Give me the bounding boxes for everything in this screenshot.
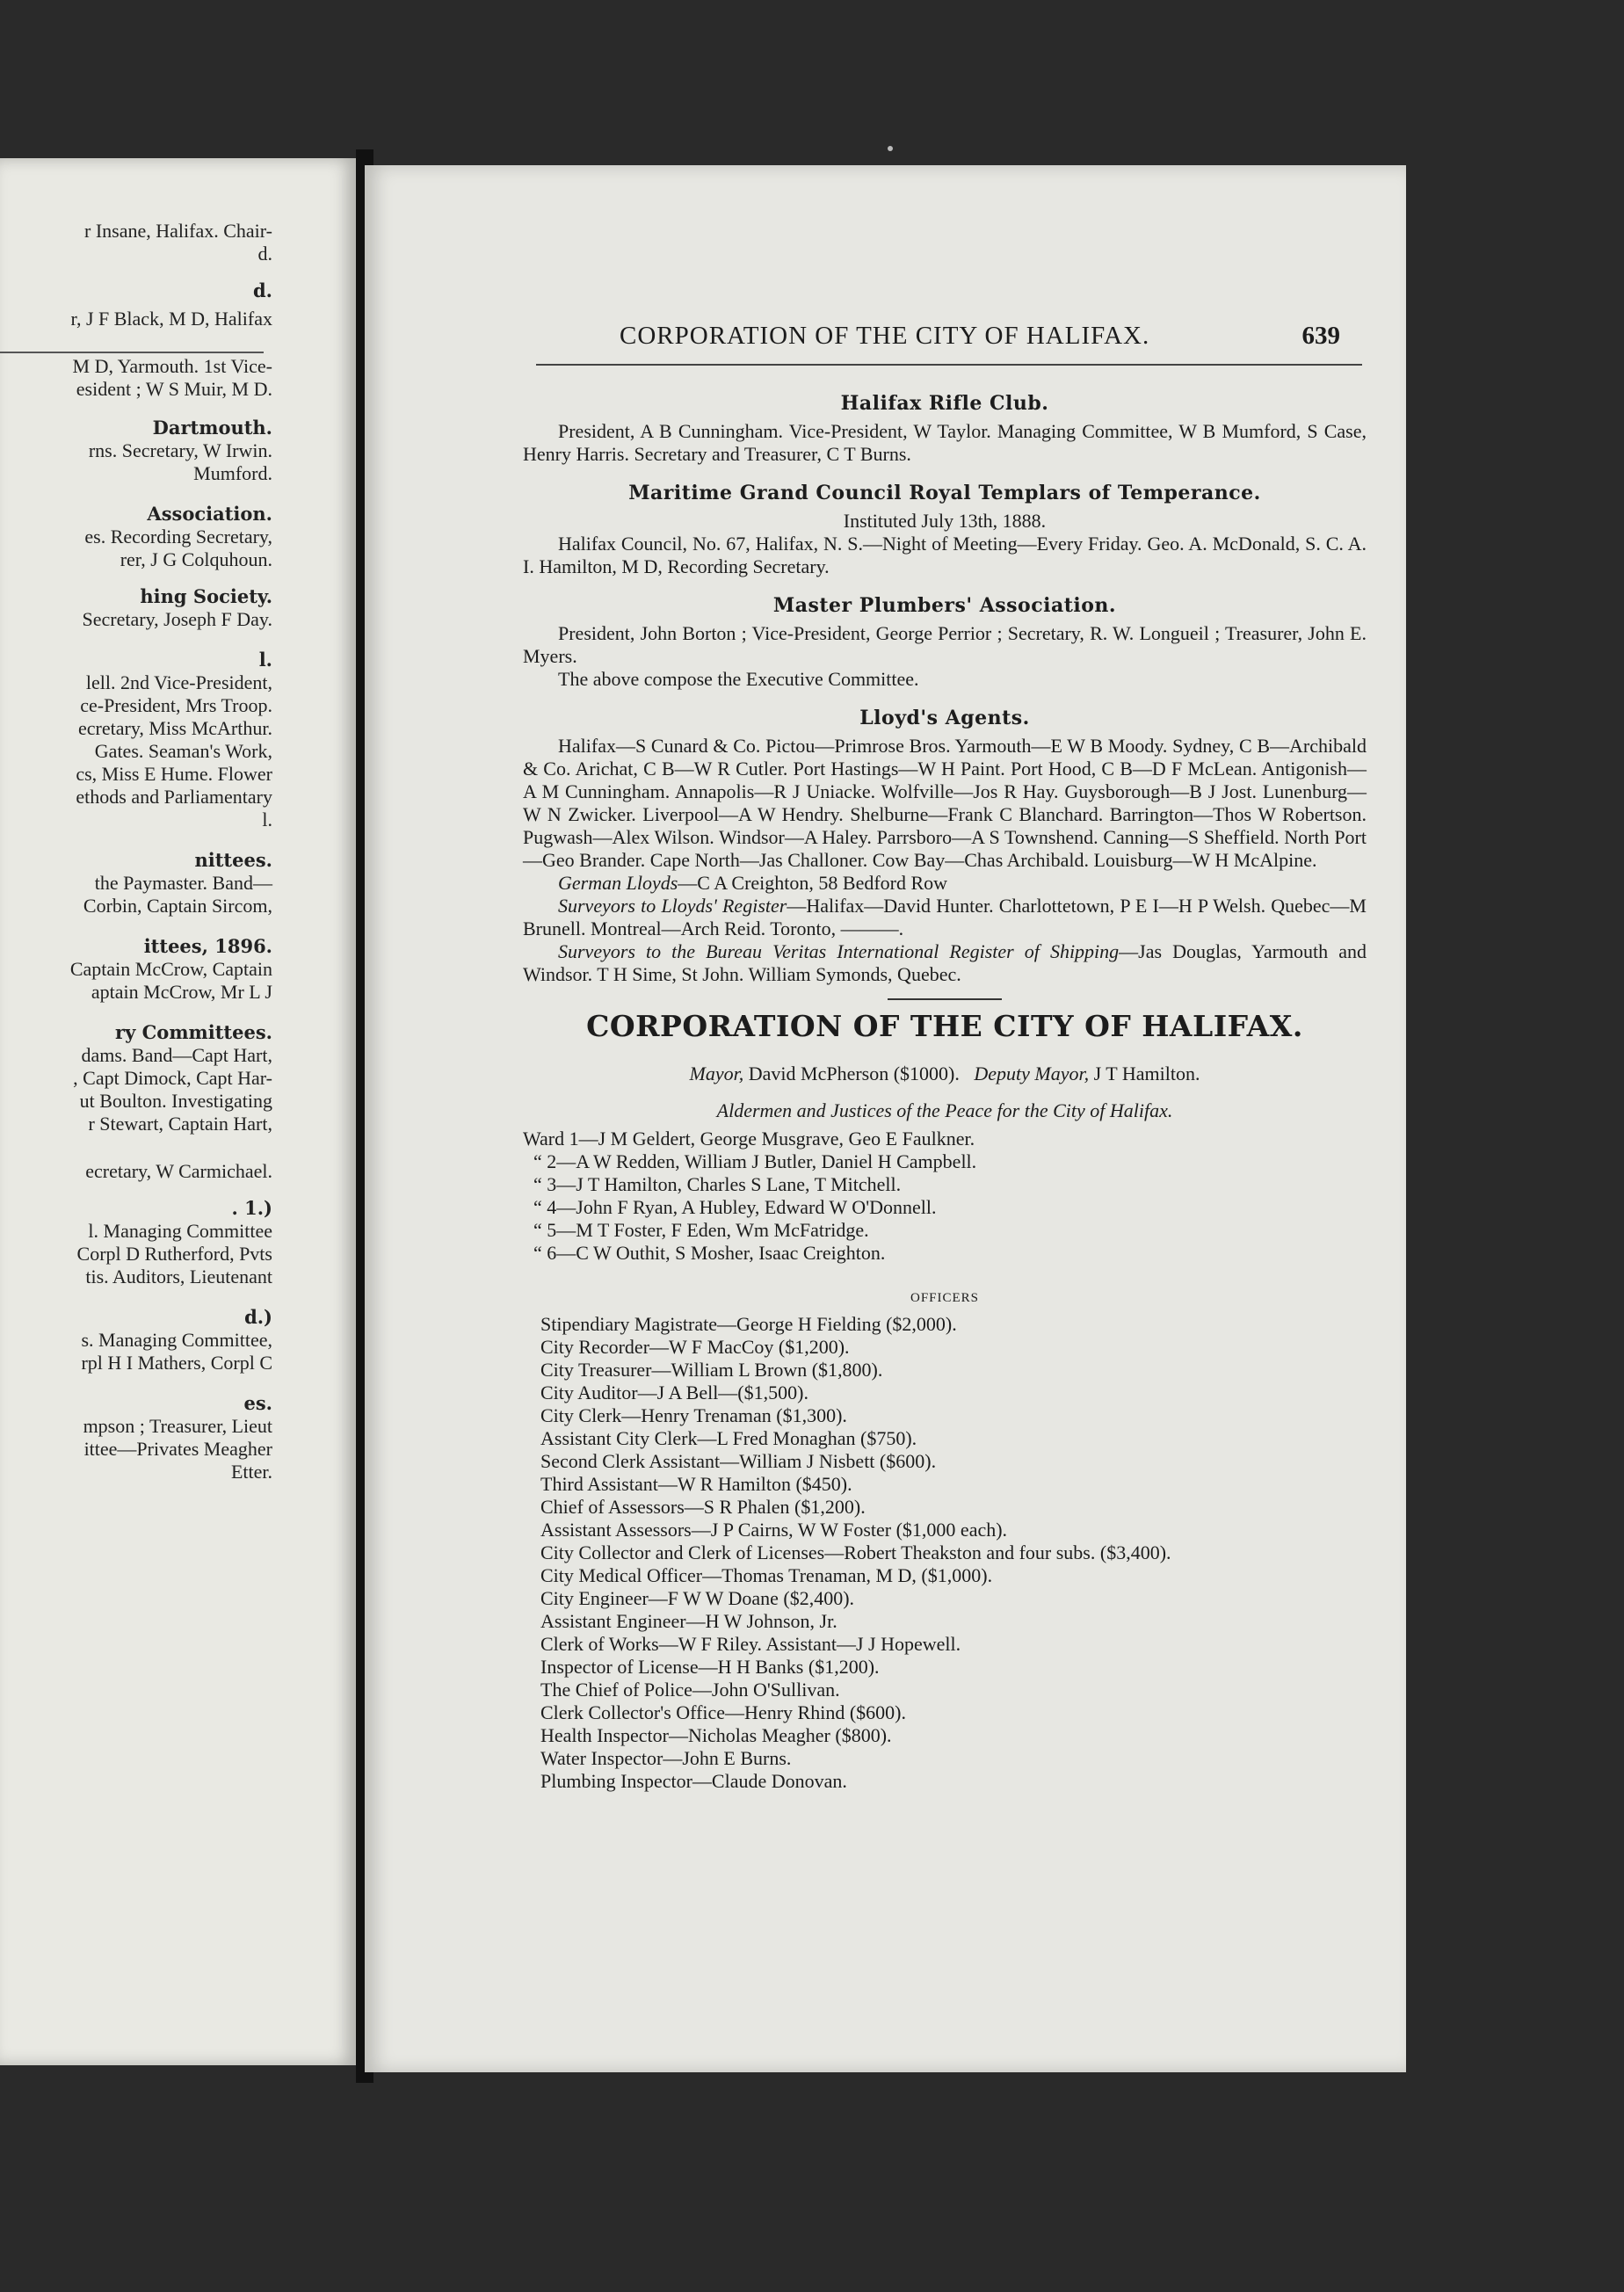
ward-list xyxy=(523,1128,1367,1265)
left-page-line: esident ; W S Muir, M D. xyxy=(76,378,272,400)
lloyds-german xyxy=(523,872,1367,895)
section-title-templars: Maritime Grand Council Royal Templars of Temperance. xyxy=(628,482,1261,504)
officer-entry: Inspector of License—H H Banks ($1,200). xyxy=(540,1656,880,1678)
left-page-line: ce-President, Mrs Troop. xyxy=(80,694,272,716)
left-page-line: l. xyxy=(262,809,272,830)
lloyds-bureau-label: Surveyors to the Bureau Veritas International Register of Shipping xyxy=(558,940,1120,962)
left-page-heading: es. xyxy=(243,1392,272,1414)
page-speck xyxy=(888,146,893,151)
ward-entry: “ 2—A W Redden, William J Butler, Daniel H Campbell. xyxy=(533,1150,977,1172)
lloyds-surveyors-label: Surveyors to Lloyds' Register xyxy=(558,895,787,917)
officer-entry: Third Assistant—W R Hamilton ($450). xyxy=(540,1473,852,1495)
mayor-label: Mayor, xyxy=(689,1063,744,1084)
left-page-line: dams. Band—Capt Hart, xyxy=(81,1044,272,1066)
left-page-line: es. Recording Secretary, xyxy=(84,526,272,548)
section-title-plumbers: Master Plumbers' Association. xyxy=(772,594,1117,617)
officer-entry: Clerk Collector's Office—Henry Rhind ($600). xyxy=(540,1701,906,1723)
lloyds-surveyors-text: —Halifax—David Hunter. Charlottetown, P E I—H P Welsh. Quebec—M Brunell. Montreal—Arch Reid. Toronto, ———. xyxy=(523,895,1367,939)
lloyds-bureau xyxy=(523,940,1367,986)
section-divider xyxy=(888,998,1002,1000)
left-page-line: rer, J G Colquhoun. xyxy=(120,548,272,570)
running-header xyxy=(497,322,1340,357)
left-page-line: d. xyxy=(257,243,272,265)
lloyds-german-label: German Lloyds xyxy=(558,872,678,894)
left-page-heading: l. xyxy=(258,649,272,671)
plumbers-note: The above compose the Executive Committee. xyxy=(558,668,919,690)
officer-entry: City Clerk—Henry Trenaman ($1,300). xyxy=(540,1404,847,1426)
officer-entry: City Auditor—J A Bell—($1,500). xyxy=(540,1382,808,1403)
left-page-line: , Capt Dimock, Capt Har- xyxy=(73,1067,272,1089)
left-page-line: r Stewart, Captain Hart, xyxy=(88,1113,272,1135)
ward-entry: Ward 1—J M Geldert, George Musgrave, Geo E Faulkner. xyxy=(523,1128,975,1150)
left-page-line: the Paymaster. Band— xyxy=(94,872,272,894)
officer-entry: Assistant Assessors—J P Cairns, W W Foster ($1,000 each). xyxy=(540,1519,1008,1541)
officer-entry: Clerk of Works—W F Riley. Assistant—J J Hopewell. xyxy=(540,1633,961,1655)
left-page-heading: d.) xyxy=(244,1306,272,1328)
section-text-plumbers: President, John Borton ; Vice-President, George Perrior ; Secretary, R. W. Longueil ; Treasurer, John E. Myers. xyxy=(523,622,1367,667)
ward-entry: “ 4—John F Ryan, A Hubley, Edward W O'Donnell. xyxy=(533,1196,937,1218)
left-page-line: ittee—Privates Meagher xyxy=(83,1438,272,1460)
section-text-rifle-club: President, A B Cunningham. Vice-President, W Taylor. Managing Committee, W B Mumford, S Case, Henry Harris. Secretary and Treasurer, C T Burns. xyxy=(523,420,1367,465)
section-title-lloyds: Lloyd's Agents. xyxy=(859,707,1030,729)
left-page-line: Secretary, Joseph F Day. xyxy=(82,608,272,630)
lloyds-surveyors xyxy=(523,895,1367,940)
left-page-line: Corbin, Captain Sircom, xyxy=(83,895,272,917)
ward-entry: “ 5—M T Foster, F Eden, Wm McFatridge. xyxy=(533,1219,869,1241)
left-page-line: ecretary, W Carmichael. xyxy=(85,1160,272,1182)
officer-entry: Assistant City Clerk—L Fred Monaghan ($750). xyxy=(540,1427,917,1449)
officers-list xyxy=(523,1313,1367,1793)
left-page-line: tis. Auditors, Lieutenant xyxy=(85,1266,272,1287)
section-text-lloyds: Halifax—S Cunard & Co. Pictou—Primrose Bros. Yarmouth—E W B Moody. Sydney, C B—Archibald & Co. Arichat, C B—W R Cutler. Port Hastings—W H Paint. Port Hood, C B—D F McLean. Antigonish—A M Cunningham. Annapolis—R J Uniacke. Wolfville—Jos R Hay. Guysborough—B J Jost. Lunenburg—W N Zwicker. Liverpool—A W Hendry. Shelburne—Frank C Blanchard. Barrington—Thos W Robertson. Pugwash—Alex Wilson. Windsor—A Haley. Parrsboro—A S Townshend. Canning—S Sheffield. North Port—Geo Brander. Cape North—Jas Challoner. Cow Bay—Chas Archibald. Louisburg—W H McAlpine. xyxy=(523,735,1367,871)
left-page-line: M D, Yarmouth. 1st Vice- xyxy=(72,355,272,377)
right-page xyxy=(365,165,1406,2072)
lloyds-german-text: —C A Creighton, 58 Bedford Row xyxy=(678,872,948,894)
left-page-line: l. Managing Committee xyxy=(88,1220,272,1242)
left-page-heading: Dartmouth. xyxy=(152,417,272,439)
ward-entry: “ 3—J T Hamilton, Charles S Lane, T Mitchell. xyxy=(533,1173,902,1195)
ward-entry: “ 6—C W Outhit, S Mosher, Isaac Creighton. xyxy=(533,1242,886,1264)
section-title-rifle-club: Halifax Rifle Club. xyxy=(840,392,1049,415)
officer-entry: City Engineer—F W W Doane ($2,400). xyxy=(540,1587,855,1609)
lloyds-bureau-text: —Jas Douglas, Yarmouth and Windsor. T H Sime, St John. William Symonds, Quebec. xyxy=(523,940,1367,985)
left-page-rule xyxy=(0,352,264,353)
officer-entry: Stipendiary Magistrate—George H Fielding ($2,000). xyxy=(540,1313,957,1335)
left-page-line: ecretary, Miss McArthur. xyxy=(78,717,272,739)
left-page-line: aptain McCrow, Mr L J xyxy=(91,981,272,1003)
officers-heading: OFFICERS xyxy=(910,1291,980,1305)
left-page-heading: nittees. xyxy=(194,849,272,871)
officer-entry: City Medical Officer—Thomas Trenaman, M D, ($1,000). xyxy=(540,1564,993,1586)
officer-entry: Health Inspector—Nicholas Meagher ($800). xyxy=(540,1724,892,1746)
mayor-line xyxy=(523,1063,1367,1085)
left-page-line: cs, Miss E Hume. Flower xyxy=(76,763,272,785)
officer-entry: Second Clerk Assistant—William J Nisbett ($600). xyxy=(540,1450,937,1472)
templars-instituted: Instituted July 13th, 1888. xyxy=(843,510,1047,532)
officer-entry: City Collector and Clerk of Licenses—Robert Theakston and four subs. ($3,400). xyxy=(540,1541,1171,1563)
page-content xyxy=(523,376,1367,1793)
aldermen-title: Aldermen and Justices of the Peace for the City of Halifax. xyxy=(716,1099,1173,1121)
left-page-line: Mumford. xyxy=(193,462,272,484)
left-page-line: ethods and Parliamentary xyxy=(76,786,272,808)
left-page-line: r, J F Black, M D, Halifax xyxy=(70,308,272,330)
left-page-line: r Insane, Halifax. Chair- xyxy=(84,220,272,242)
officer-entry: Plumbing Inspector—Claude Donovan. xyxy=(540,1770,847,1792)
page-number: 639 xyxy=(1301,322,1340,350)
left-page-line: ut Boulton. Investigating xyxy=(79,1090,272,1112)
officer-entry: City Recorder—W F MacCoy ($1,200). xyxy=(540,1336,850,1358)
mayor-text: David McPherson ($1000). xyxy=(748,1063,960,1084)
left-page-heading: d. xyxy=(253,279,272,301)
left-page-heading: . 1.) xyxy=(231,1197,272,1219)
officer-entry: Water Inspector—John E Burns. xyxy=(540,1747,792,1769)
left-page-heading: ry Committees. xyxy=(115,1021,272,1043)
officer-entry: Assistant Engineer—H W Johnson, Jr. xyxy=(540,1610,837,1632)
left-page-heading: ittees, 1896. xyxy=(143,935,272,957)
left-page-line: mpson ; Treasurer, Lieut xyxy=(83,1415,272,1437)
left-page-line: Captain McCrow, Captain xyxy=(69,958,272,980)
left-page-line: Etter. xyxy=(230,1461,272,1483)
running-header-title: CORPORATION OF THE CITY OF HALIFAX. xyxy=(620,322,1150,350)
left-page-heading: hing Society. xyxy=(140,585,272,607)
corporation-title: CORPORATION OF THE CITY OF HALIFAX. xyxy=(586,1009,1303,1043)
left-page-line: lell. 2nd Vice-President, xyxy=(85,671,272,693)
left-page xyxy=(0,158,356,2065)
left-page-line: rns. Secretary, W Irwin. xyxy=(88,439,272,461)
officer-entry: City Treasurer—William L Brown ($1,800). xyxy=(540,1359,883,1381)
left-page-heading: Association. xyxy=(147,503,272,525)
officer-entry: The Chief of Police—John O'Sullivan. xyxy=(540,1679,840,1701)
left-page-line: Corpl D Rutherford, Pvts xyxy=(76,1243,272,1265)
section-text-templars: Halifax Council, No. 67, Halifax, N. S.—Night of Meeting—Every Friday. Geo. A. McDonald, S. C. A. I. Hamilton, M D, Recording Secretary. xyxy=(523,533,1367,577)
left-page-line: Gates. Seaman's Work, xyxy=(94,740,272,762)
deputy-mayor-label: Deputy Mayor, xyxy=(974,1063,1090,1084)
left-page-line: rpl H I Mathers, Corpl C xyxy=(81,1352,272,1374)
left-page-line: s. Managing Committee, xyxy=(81,1329,272,1351)
deputy-mayor-text: J T Hamilton. xyxy=(1093,1063,1200,1084)
officer-entry: Chief of Assessors—S R Phalen ($1,200). xyxy=(540,1496,866,1518)
header-rule xyxy=(536,364,1362,366)
